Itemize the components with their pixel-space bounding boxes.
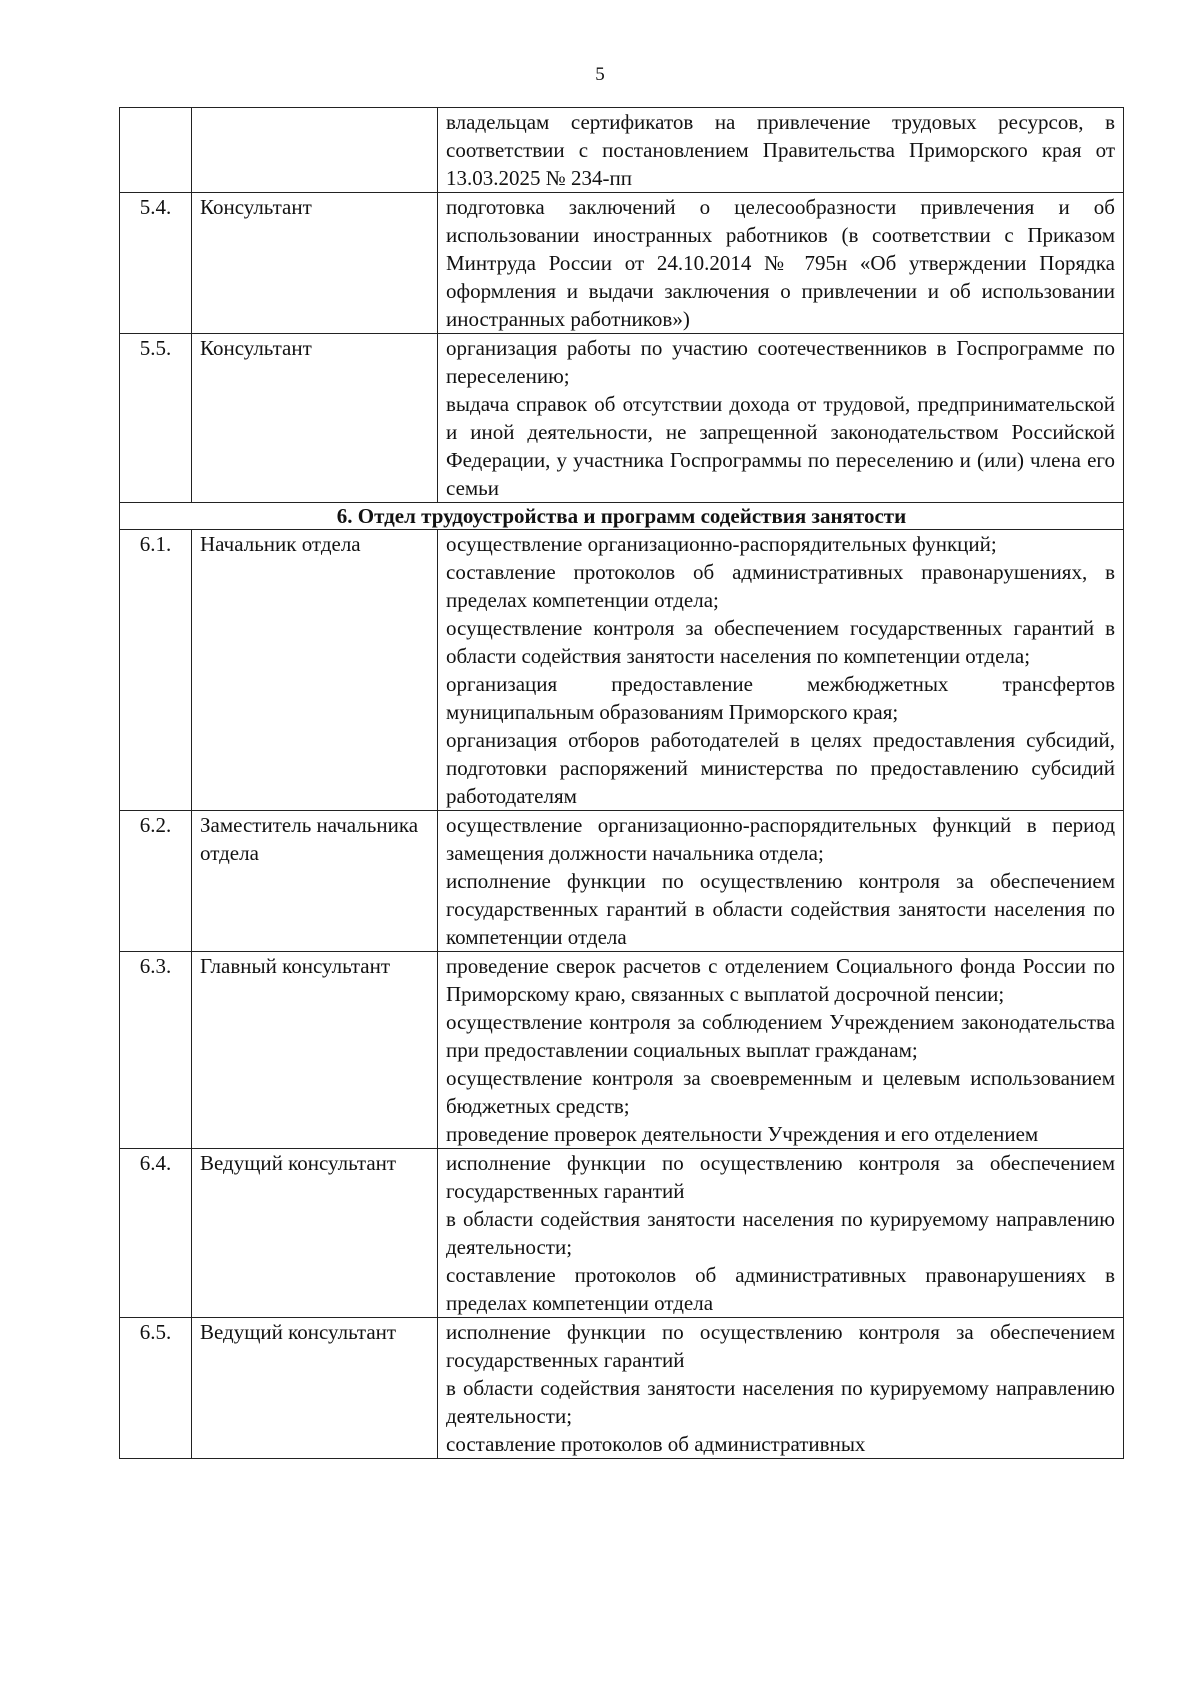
table-row: [120, 530, 1124, 811]
row-position: Главный консультант: [192, 952, 438, 1149]
row-position: Ведущий консультант: [192, 1149, 438, 1318]
duty-item: исполнение функции по осуществлению контроля за обеспечением государственных гарантий в области содействия занятости населения по компетенции отдела: [446, 869, 1115, 949]
row-position: [192, 108, 438, 193]
section-title: 6. Отдел трудоустройства и программ содействия занятости: [120, 503, 1124, 530]
row-duties: [438, 193, 1124, 334]
row-number: [120, 108, 192, 193]
duty-item: владельцам сертификатов на привлечение трудовых ресурсов, в соответствии с постановлением Правительства Приморского края от 13.03.2025 № 234-пп: [446, 110, 1115, 190]
row-number: 5.5.: [120, 334, 192, 503]
duty-item: организация предоставление межбюджетных трансфертов муниципальным образованиям Приморского края;: [446, 672, 1115, 724]
row-duties: [438, 334, 1124, 503]
row-number: 6.2.: [120, 811, 192, 952]
duty-item: организация работы по участию соотечественников в Госпрограмме по переселению;: [446, 336, 1115, 388]
row-number: 6.5.: [120, 1318, 192, 1459]
row-position: Ведущий консультант: [192, 1318, 438, 1459]
table-row: [120, 193, 1124, 334]
row-position: Консультант: [192, 334, 438, 503]
section-header-row: [120, 503, 1124, 530]
table-row: [120, 334, 1124, 503]
duty-item: осуществление организационно-распорядительных функций;: [446, 532, 997, 556]
duty-item: организация отборов работодателей в целях предоставления субсидий, подготовки распоряжений министерства по предоставлению субсидий работодателям: [446, 728, 1115, 808]
row-duties: [438, 811, 1124, 952]
duty-item: составление протоколов об административных правонарушениях, в пределах компетенции отдела;: [446, 560, 1115, 612]
row-duties: [438, 952, 1124, 1149]
duty-item: осуществление контроля за соблюдением Учреждением законодательства при предоставлении социальных выплат гражданам;: [446, 1010, 1115, 1062]
duty-item: выдача справок об отсутствии дохода от трудовой, предпринимательской и иной деятельности, не запрещенной законодательством Российской Федерации, у участника Госпрограммы по переселению и (или) члена его семьи: [446, 392, 1115, 500]
duty-item: подготовка заключений о целесообразности привлечения и об использовании иностранных работников (в соответствии с Приказом Минтруда России от 24.10.2014 № 795н «Об утверждении Порядка оформления и выдачи заключения о привлечении и об использовании иностранных работников»): [446, 195, 1115, 331]
row-duties: [438, 530, 1124, 811]
row-position: Консультант: [192, 193, 438, 334]
row-position: Заместитель начальника отдела: [192, 811, 438, 952]
duty-item: осуществление организационно-распорядительных функций в период замещения должности начальника отдела;: [446, 813, 1115, 865]
row-duties: [438, 1149, 1124, 1318]
table-row: [120, 1318, 1124, 1459]
duty-item: в области содействия занятости населения по курируемому направлению деятельности;: [446, 1207, 1115, 1259]
row-duties: [438, 108, 1124, 193]
table-row: [120, 811, 1124, 952]
duty-item: исполнение функции по осуществлению контроля за обеспечением государственных гарантий: [446, 1320, 1115, 1372]
duties-table: [119, 107, 1124, 1459]
duty-item: в области содействия занятости населения по курируемому направлению деятельности;: [446, 1376, 1115, 1428]
duty-item: составление протоколов об административных: [446, 1432, 866, 1456]
duty-item: осуществление контроля за своевременным и целевым использованием бюджетных средств;: [446, 1066, 1115, 1118]
duty-item: проведение сверок расчетов с отделением Социального фонда России по Приморскому краю, связанных с выплатой досрочной пенсии;: [446, 954, 1115, 1006]
duties-table-body: [120, 108, 1124, 1459]
row-position: Начальник отдела: [192, 530, 438, 811]
duty-item: осуществление контроля за обеспечением государственных гарантий в области содействия занятости населения по компетенции отдела;: [446, 616, 1115, 668]
duty-item: составление протоколов об административных правонарушениях в пределах компетенции отдела: [446, 1263, 1115, 1315]
row-number: 6.3.: [120, 952, 192, 1149]
row-number: 6.1.: [120, 530, 192, 811]
table-row: [120, 108, 1124, 193]
table-row: [120, 1149, 1124, 1318]
page-number: 5: [595, 64, 605, 85]
duty-item: исполнение функции по осуществлению контроля за обеспечением государственных гарантий: [446, 1151, 1115, 1203]
row-duties: [438, 1318, 1124, 1459]
row-number: 6.4.: [120, 1149, 192, 1318]
row-number: 5.4.: [120, 193, 192, 334]
table-row: [120, 952, 1124, 1149]
duty-item: проведение проверок деятельности Учреждения и его отделением: [446, 1122, 1039, 1146]
